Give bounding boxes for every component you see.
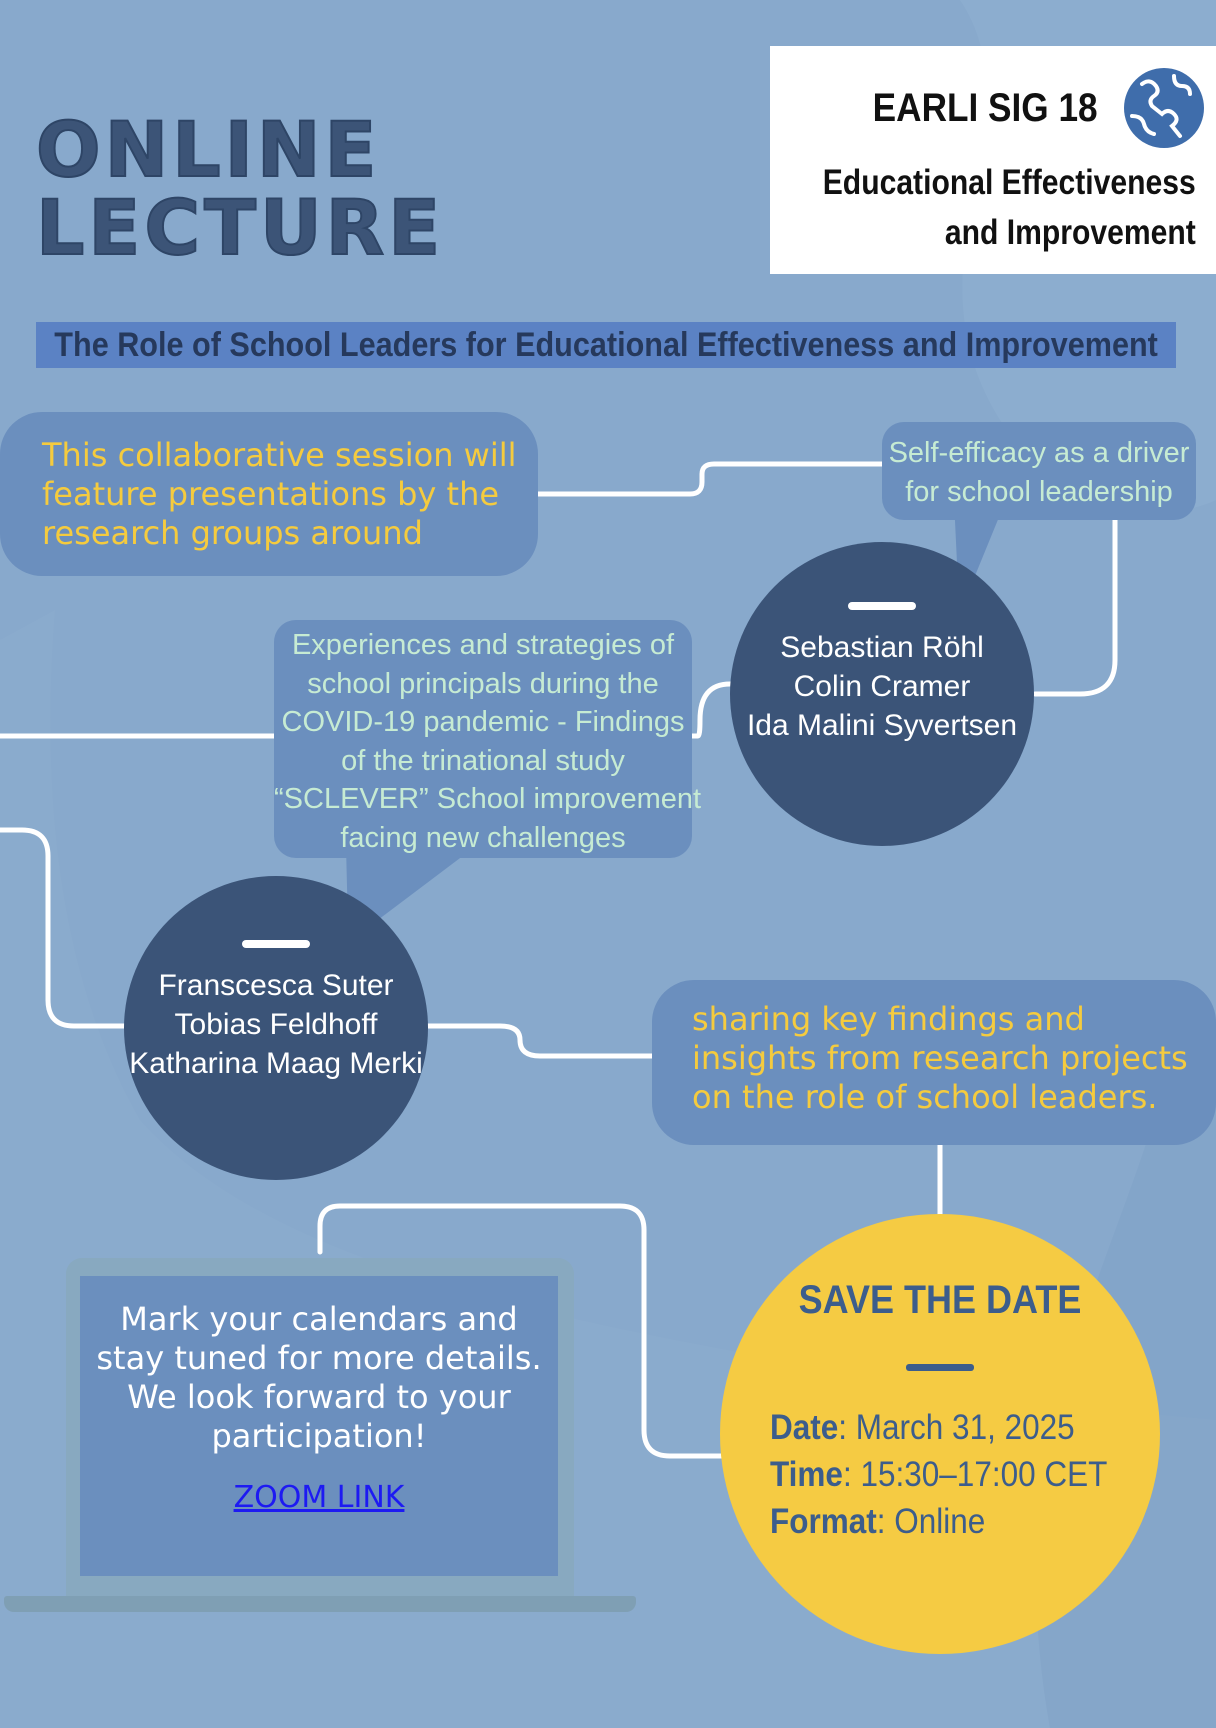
divider-dash	[906, 1364, 974, 1371]
group2-topic-line: school principals during the	[307, 667, 659, 700]
group2-topic-line: “SCLEVER” School improvement	[274, 783, 702, 815]
save-the-date-title: SAVE THE DATE	[798, 1278, 1082, 1322]
divider-dash	[848, 602, 916, 610]
findings-line: sharing key findings and	[692, 1000, 1085, 1038]
laptop-message	[80, 1300, 558, 1517]
intro-line: This collaborative session will	[42, 436, 517, 474]
event-time	[770, 1451, 1107, 1498]
zoom-link[interactable]: ZOOM LINK	[233, 1480, 405, 1515]
time-value: : 15:30–17:00 CET	[842, 1455, 1108, 1494]
format-value: : Online	[876, 1502, 986, 1541]
message-line: Mark your calendars and	[120, 1300, 518, 1338]
presenter-name: Sebastian Röhl	[780, 631, 984, 664]
message-line: stay tuned for more details.	[96, 1339, 542, 1377]
group1-topic-callout	[882, 422, 1196, 520]
group1-presenters-circle	[730, 542, 1034, 846]
divider-dash	[242, 940, 310, 948]
intro-line: feature presentations by the	[42, 475, 500, 513]
group2-topic-callout	[274, 620, 702, 858]
event-details	[770, 1404, 1145, 1545]
logo-subtitle	[823, 158, 1196, 258]
format-label: Format	[770, 1502, 877, 1541]
date-value: : March 31, 2025	[838, 1408, 1075, 1447]
laptop-base	[4, 1596, 636, 1612]
group2-topic-line: Experiences and strategies of	[291, 629, 675, 661]
heading-line-online: ONLINE	[36, 105, 381, 194]
group2-topic-line: facing new challenges	[340, 821, 626, 854]
intro-line: research groups around	[42, 514, 423, 552]
intro-bubble	[0, 412, 538, 576]
presenter-name: Ida Malini Syvertsen	[746, 709, 1018, 742]
findings-line: insights from research projects	[692, 1039, 1188, 1077]
findings-bubble	[652, 980, 1216, 1145]
puzzle-globe-icon	[1122, 66, 1206, 150]
group1-topic-line: for school leadership	[905, 475, 1173, 508]
group2-presenters-circle	[124, 876, 428, 1180]
event-date	[770, 1404, 1107, 1451]
logo-subtitle-line2: and Improvement	[945, 213, 1196, 252]
heading-line-lecture: LECTURE	[36, 183, 445, 272]
lecture-title: The Role of School Leaders for Educational Effectiveness and Improvement	[54, 325, 1158, 364]
message-line: participation!	[211, 1417, 427, 1455]
time-label: Time	[770, 1455, 843, 1494]
logo-title: EARLI SIG 18	[873, 86, 1098, 130]
save-the-date-circle	[720, 1214, 1160, 1654]
presenter-name: Franscesca Suter	[158, 969, 394, 1002]
event-format	[770, 1498, 1107, 1545]
group1-topic-line: Self-efficacy as a driver	[888, 437, 1190, 469]
presenter-name: Tobias Feldhoff	[174, 1008, 378, 1041]
group2-topic-line: of the trinational study	[341, 744, 625, 777]
group2-topic-line: COVID-19 pandemic - Findings	[281, 706, 685, 738]
date-label: Date	[770, 1408, 839, 1447]
presenter-name: Colin Cramer	[793, 670, 971, 703]
message-line: We look forward to your	[127, 1378, 511, 1416]
presenter-name: Katharina Maag Merki	[129, 1047, 423, 1080]
lecture-title-band	[36, 322, 1176, 368]
logo-subtitle-line1: Educational Effectiveness	[822, 163, 1196, 202]
findings-line: on the role of school leaders.	[692, 1078, 1158, 1116]
earli-logo-box	[770, 46, 1216, 274]
